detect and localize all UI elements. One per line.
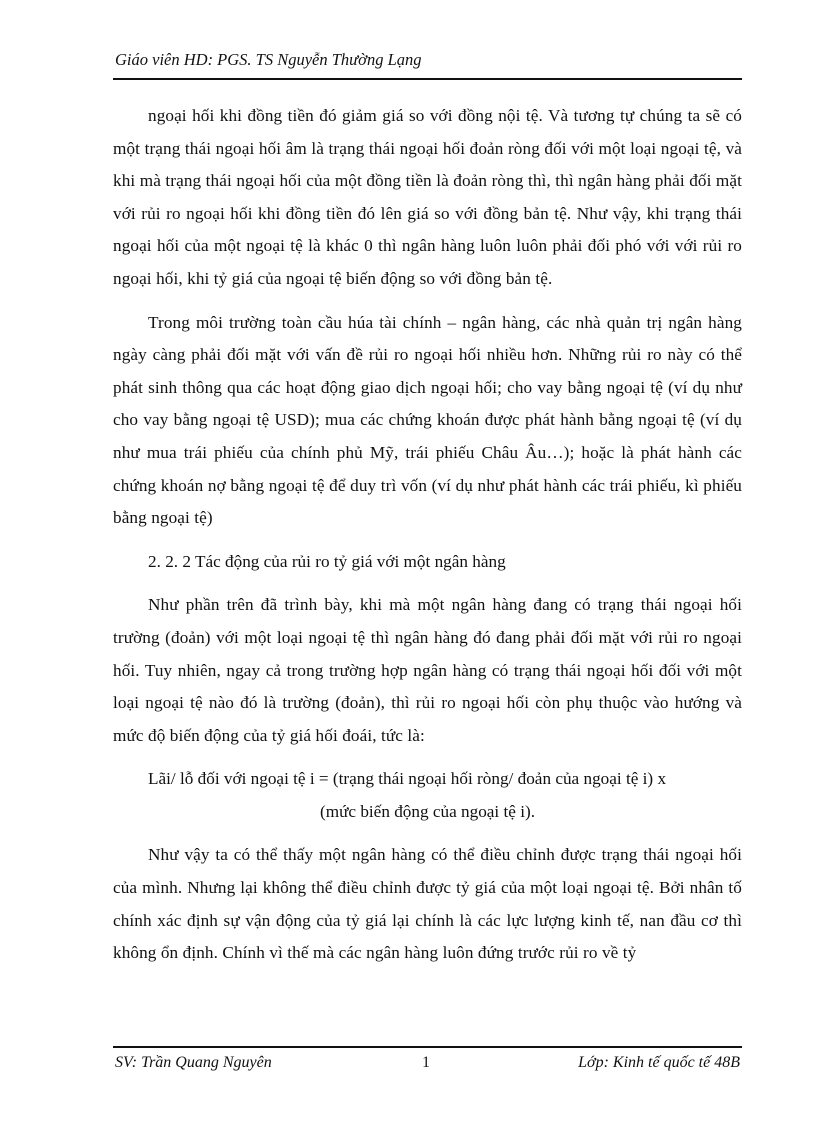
formula-line-1: Lãi/ lỗ đối với ngoại tệ i = (trạng thái ngoại hối ròng/ đoản của ngoại tệ i) x: [148, 769, 667, 789]
footer-student: SV: Trần Quang Nguyên: [115, 1054, 272, 1071]
footer-class: Lớp: Kinh tế quốc tế 48B: [578, 1054, 740, 1071]
page-number: 1: [422, 1054, 430, 1071]
section-heading: 2. 2. 2 Tác động của rủi ro tỷ giá với một ngân hàng: [148, 551, 506, 571]
page-body: [113, 100, 742, 970]
page-footer: [113, 1046, 742, 1078]
paragraph-4: Như vậy ta có thể thấy một ngân hàng có thể điều chỉnh được trạng thái ngoại hối của mình. Nhưng lại không thể điều chỉnh được tỷ giá của một loại ngoại tệ. Bởi nhân tố chính xác định sự vận động của tỷ giá lại chính là các lực lượng kinh tế, nan đầu cơ thì không ổn định. Chính vì thế mà các ngân hàng luôn đứng trước rủi ro về tỷ: [113, 845, 742, 963]
formula-line-2: (mức biến động của ngoại tệ i).: [319, 801, 536, 821]
paragraph-3: Như phần trên đã trình bày, khi mà một ngân hàng đang có trạng thái ngoại hối trường (đoản) với một loại ngoại tệ thì ngân hàng đó đang phải đối mặt với rủi ro ngoại hối. Tuy nhiên, ngay cả trong trường hợp ngân hàng có trạng thái ngoại hối đối với một loại ngoại tệ nào đó là trường (đoản), thì rủi ro ngoại hối còn phụ thuộc vào hướng và mức độ biến động của tỷ giá hối đoái, tức là:: [113, 595, 742, 745]
paragraph-2: Trong môi trường toàn cầu húa tài chính – ngân hàng, các nhà quản trị ngân hàng ngày càng phải đối mặt với vấn đề rủi ro ngoại hối nhiều hơn. Những rủi ro này có thể phát sinh thông qua các hoạt động giao dịch ngoại hối; cho vay bằng ngoại tệ (ví dụ như cho vay bằng ngoại tệ USD); mua các chứng khoán được phát hành bằng ngoại tệ (ví dụ như mua trái phiếu của chính phủ Mỹ, trái phiếu Châu Âu…); hoặc là phát hành các chứng khoán nợ bằng ngoại tệ để duy trì vốn (ví dụ như phát hành các trái phiếu, kì phiếu bằng ngoại tệ): [113, 312, 742, 528]
paragraph-1: ngoại hối khi đồng tiền đó giảm giá so với đồng nội tệ. Và tương tự chúng ta sẽ có một trạng thái ngoại hối âm là trạng thái ngoại hối đoản ròng đối với một loại ngoại tệ, và khi mà trạng thái ngoại hối của một đồng tiền là đoản ròng thì, thì ngân hàng phải đối mặt với rủi ro ngoại hối khi đồng tiền đó lên giá so với đồng bản tệ. Như vậy, khi trạng thái ngoại hối của một ngoại tệ là khác 0 thì ngân hàng luôn luôn phải đối phó với với rủi ro ngoại hối, khi tỷ giá của ngoại tệ biến động so với đồng bản tệ.: [113, 106, 742, 288]
header-teacher: Giáo viên HD: PGS. TS Nguyễn Thường Lạng: [115, 50, 422, 69]
page-header: [113, 50, 742, 80]
